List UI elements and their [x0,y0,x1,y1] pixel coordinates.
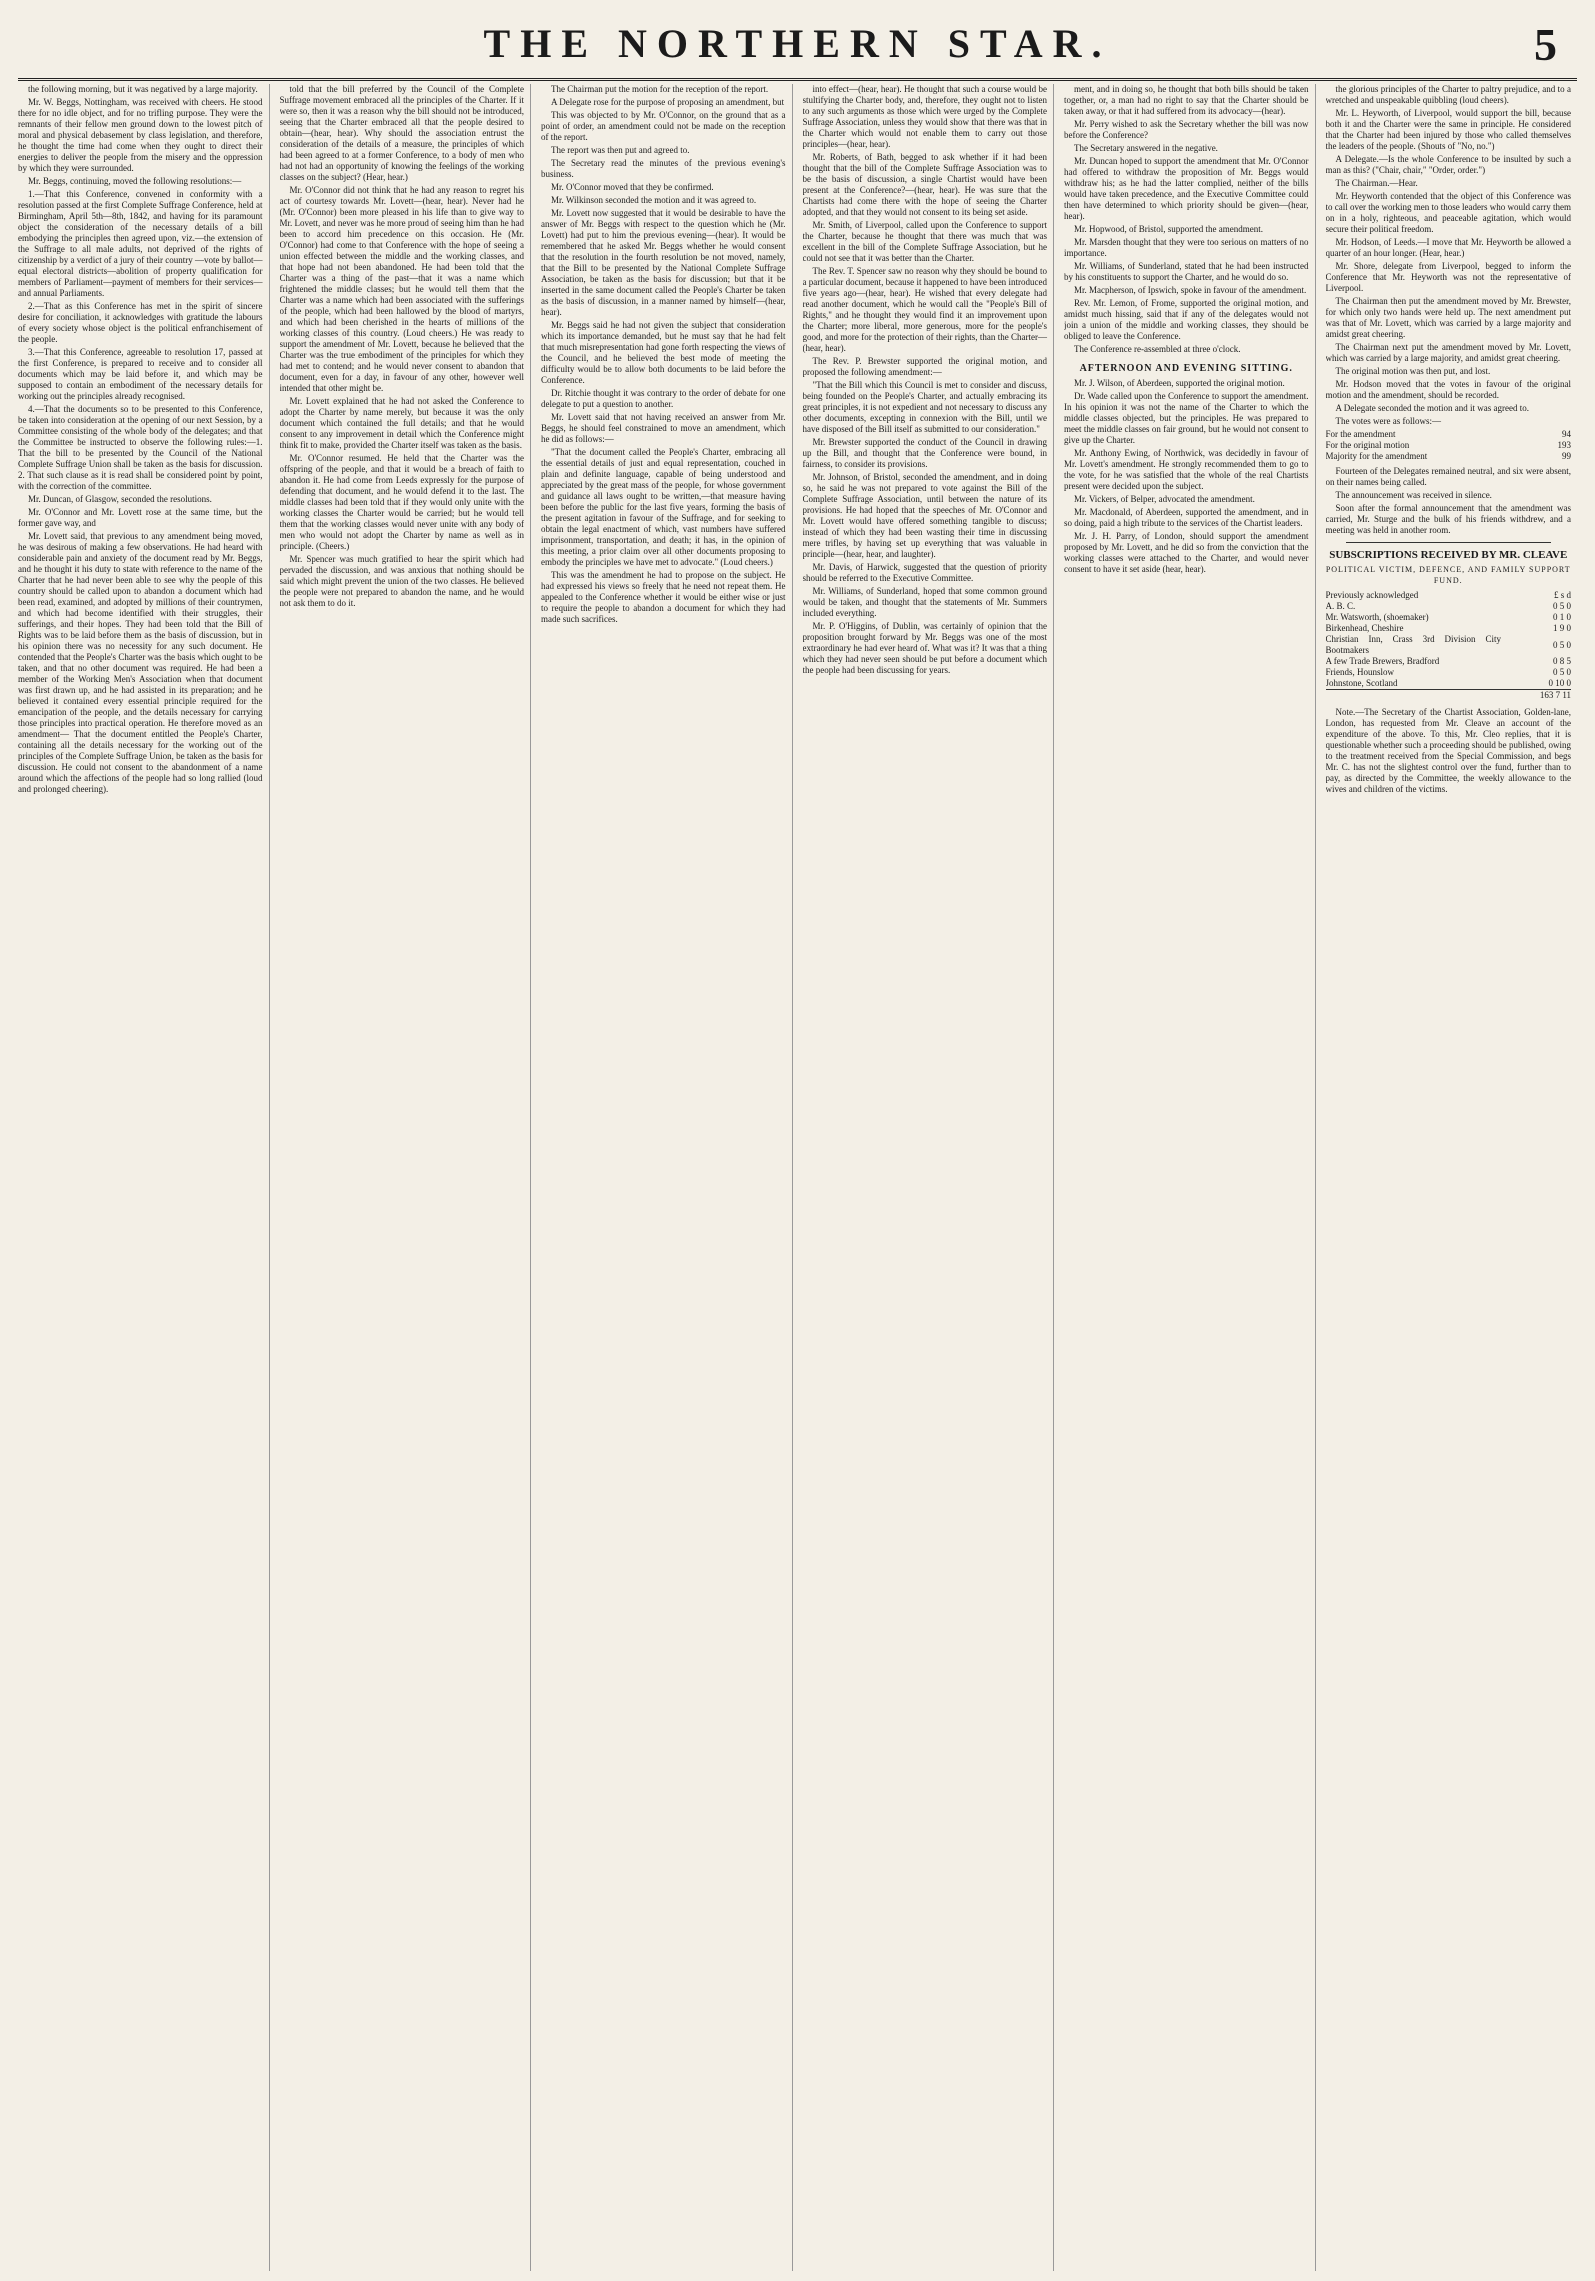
article-paragraph: Mr. Macpherson, of Ipswich, spoke in favour of the amendment. [1074,285,1307,295]
subscriber-name: Birkenhead, Cheshire [1325,623,1404,633]
article-paragraph: The Rev. T. Spencer saw no reason why they should be bound to a particular document, because it happened to have been introduced five years ago—(hear, hear). He wished that every delegate had read another document, which he would call the "People's Bill of Rights," and he thought they would find it an improvement upon the Charter; more liberal, more generous, more for the people's good, and more for the protection of their rights, than the Charter—(hear, hear). [802,266,1047,353]
article-paragraph: told that the bill preferred by the Council of the Complete Suffrage movement embraced all the principles of the Charter. If it were so, then it was a reason why the bill should not be introduced, seeing that the Charter embraced all that the people desired to obtain—(hear, hear). Why should the association entrust the consideration of the details of a measure, the principles of which had been agreed to at a former Conference, to a body of men who had not had an opportunity of knowing the feelings of the working classes on the subject? (Hear, hear.) [279,84,524,182]
vote-row [1326,429,1572,440]
column-6 [1326,84,1578,2271]
article-paragraph: Soon after the formal announcement that the amendment was carried, Mr. Sturge and the bulk of his friends withdrew, and a meeting was held in another room. [1325,503,1571,535]
article-paragraph: Mr. Davis, of Harwick, suggested that the question of priority should be referred to the Executive Committee. [802,562,1047,583]
subscriber-name: Johnstone, Scotland [1325,678,1398,688]
vote-count: 99 [1562,451,1571,461]
subscriptions-heading: SUBSCRIPTIONS RECEIVED BY MR. CLEAVE [1329,549,1568,561]
subscription-row [1326,667,1572,678]
article-paragraph: Mr. Beggs, continuing, moved the following resolutions:— [28,176,242,186]
subscriber-name: A few Trade Brewers, Bradford [1325,656,1440,666]
subscriptions-note: Note.—The Secretary of the Chartist Association, Golden-lane, London, has requested from Mr. Cleave an account of the expenditure of the above. To this, Mr. Cleo replies, that it is questionable whether such a proceeding should be published, owing to the treatment received from the Special Commission, and begs Mr. C. has not the slightest control over the fund, further than to pay, as directed by the Committee, the weekly allowance to the wives and children of the victims. [1325,707,1571,794]
article-paragraph: Mr. Williams, of Sunderland, stated that he had been instructed by his constituents to support the Charter, and he would do so. [1064,261,1309,282]
subscription-amount: 0 5 0 [1553,639,1571,650]
article-paragraph: Mr. Perry wished to ask the Secretary whether the bill was now before the Conference? [1064,119,1309,140]
column-grid [18,84,1577,2271]
article-paragraph: The announcement was received in silence. [1335,490,1492,500]
subscription-row [1326,678,1572,690]
article-paragraph: Mr. Marsden thought that they were too serious on matters of no importance. [1064,237,1309,258]
article-paragraph: "That the Bill which this Council is met to consider and discuss, being founded on the People's Charter, and actually embracing its great principles, it is not expedient and not necessary to discuss any other documents, excepting in connexion with the Bill, until we have disposed of the Bill itself as submitted to our consideration." [802,380,1047,434]
article-paragraph: 1.—That this Conference, convened in conformity with a resolution passed at the first Complete Suffrage Conference, held at Birmingham, April 5th—8th, 1842, and having for its paramount object the consideration of the necessary details of a bill embodying the principles then agreed upon, viz.—the extension of the Suffrage to all male adults, not deprived of the rights of citizenship by a verdict of a jury of their country —vote by ballot—equal electoral districts—abolition of property qualification for members of Parliament—payment of members for their services—and annual Parliaments. [18,189,263,298]
vote-count: 94 [1562,429,1571,439]
page-number: 5 [1534,19,1557,70]
subscription-amount: 0 10 0 [1548,678,1571,688]
newspaper-title: THE NORTHERN STAR. [483,21,1112,66]
article-paragraph: Mr. O'Connor resumed. He held that the Charter was the offspring of the people, and that it would be a breach of faith to abandon it. He had come from Leeds expressly for the purpose of defending that document, and he would defend it to the last. The middle classes had been told that if they would only unite with the working classes the Charter would be carried; but he would tell them that the working classes would never unite with any body of men who would not adopt the Charter by name as well as in principle. (Cheers.) [279,453,524,551]
article-paragraph: Dr. Ritchie thought it was contrary to the order of debate for one delegate to put a question to another. [541,388,786,409]
article-paragraph: Fourteen of the Delegates remained neutral, and six were absent, on their names being called. [1325,466,1571,487]
column-3 [541,84,793,2271]
subscription-row [1326,634,1572,656]
article-paragraph: Mr. Hodson, of Leeds.—I move that Mr. Heyworth be allowed a quarter of an hour longer. (Hear, hear.) [1325,237,1571,258]
article-paragraph: Mr. Hopwood, of Bristol, supported the amendment. [1074,224,1263,234]
article-paragraph: Mr. Smith, of Liverpool, called upon the Conference to support the Charter, because he thought that there was much that was excellent in the bill of the Complete Suffrage Association, but he could not see that it was better than the Charter. [802,220,1047,263]
article-paragraph: A Delegate.—Is the whole Conference to be insulted by such a man as this? ("Chair, chair," "Order, order.") [1325,154,1571,175]
article-paragraph: Mr. Lovett explained that he had not asked the Conference to adopt the Charter by name merely, but because it was the only document which contained the full details; and that he would consent to any improvement in detail which the Conference might think fit to make, provided the Charter itself was taken as the basis. [279,396,524,450]
subscriber-name: Mr. Watsworth, (shoemaker) [1325,612,1429,622]
article-paragraph: The Chairman put the motion for the reception of the report. [551,84,769,94]
subscription-row [1326,612,1572,623]
article-paragraph: Mr. Duncan, of Glasgow, seconded the resolutions. [28,494,212,504]
section-subheading: AFTERNOON AND EVENING SITTING. [1079,363,1293,374]
vote-label: For the amendment [1325,429,1396,439]
article-paragraph: The Chairman next put the amendment moved by Mr. Lovett, which was carried by a large majority, and amidst great cheering. [1325,342,1571,363]
article-paragraph: The votes were as follows:— [1335,416,1441,426]
article-paragraph: Mr. Lovett now suggested that it would be desirable to have the answer of Mr. Beggs with respect to the question which he (Mr. Lovett) had put to him the previous evening—(hear). It would be remembered that he asked Mr. Beggs whether he would consent that the resolution in the fourth resolution be not moved, namely, that the Bill to be presented by the National Complete Suffrage Association, be taken as the basis for discussion; but that it be inserted in the same document called the People's Charter be taken as the basis of discussion, in a manner named by himself—(hear, hear). [541,208,786,317]
article-paragraph: Mr. Roberts, of Bath, begged to ask whether if it had been thought that the bill of the Complete Suffrage Association was to be the basis of discussion, a single Chartist would have been present at the Conference?—(hear, hear). He was sure that the Chartists had come there with the hope of seeing the Charter adopted, and that they would not consent to its being set aside. [802,152,1047,217]
article-paragraph: Mr. Spencer was much gratified to hear the spirit which had pervaded the discussion, and was anxious that nothing should be said which might prevent the union of the two classes. He believed the people were not prepared to abandon the name, and he would not ask them to do it. [279,554,524,608]
article-paragraph: Mr. Lovett said that not having received an answer from Mr. Beggs, he should feel constrained to move an amendment, which he did as follows:— [541,412,786,444]
subscription-row [1326,590,1572,601]
article-paragraph: A Delegate rose for the purpose of proposing an amendment, but [551,97,785,107]
subscription-amount: 0 1 0 [1553,612,1571,622]
vote-label: Majority for the amendment [1325,451,1428,461]
article-paragraph: Dr. Wade called upon the Conference to support the amendment. In his opinion it was not the name of the Charter to which the middle classes objected, but the principles. He was prepared to meet the middle classes on fair ground, but he would not consent to give up the Charter. [1064,391,1309,445]
subscription-amount: £ s d [1553,590,1571,600]
vote-count: 193 [1557,440,1571,450]
article-paragraph: Mr. Wilkinson seconded the motion and it was agreed to. [551,195,757,205]
vote-label: For the original motion [1325,440,1410,450]
article-paragraph: The Chairman.—Hear. [1335,178,1418,188]
article-paragraph: the following morning, but it was negatived by a large majority. [28,84,258,94]
divider-rule [1346,542,1552,543]
article-paragraph: The Chairman then put the amendment moved by Mr. Brewster, for which only two hands were held up. The next amendment put was that of Mr. Lovett, which was carried by a large majority and amidst great cheering. [1325,296,1571,339]
article-paragraph: 4.—That the documents so to be presented to this Conference, be taken into consideration at the opening of our next Session, by a Committee consisting of the whole body of the delegates; and that the Committee be instructed to observe the following rules:—1. That the bill to be presented by the Council of the National Complete Suffrage Union shall be taken as the basis for discussion. 2. That such clause as it is read shall be considered point by point, with the correction of the committee. [18,404,263,491]
article-paragraph: Mr. Vickers, of Belper, advocated the amendment. [1074,494,1255,504]
subscription-amount: 1 9 0 [1553,623,1571,633]
article-paragraph: the glorious principles of the Charter to paltry prejudice, and to a wretched and unspeakable quibbling (loud cheers). [1325,84,1571,105]
article-paragraph: Mr. Brewster supported the conduct of the Council in drawing up the Bill, and thought that the Conference were bound, in fairness, to consider its provisions. [802,437,1047,469]
article-paragraph: Mr. O'Connor did not think that he had any reason to regret his act of courtesy towards Mr. Lovett—(hear, hear). Never had he (Mr. O'Connor) been more pleased in his life than to give way to Mr. Lovett, and never was he more proud of seeing him than he had been to accord him precedence on this occasion. He (Mr. O'Connor) had come to that Conference with the hope of seeing a union effected between the middle and the working classes, and that hope had not been abandoned. He had been told that the Charter was a thing of the past—that it was a name which frightened the middle classes; but he would tell them that the Charter was a name which had been associated with the sufferings of the people, which had been hallowed by the blood of martyrs, and which had been cherished in the hearts of millions of the working classes of this country. (Loud cheers.) He was ready to support the amendment of Mr. Lovett, because he believed that the Charter was the true embodiment of the principles for which they had met to contend; and he would never consent to abandon that document, even for a day, in favour of any other, however well intended that other might be. [279,185,524,393]
subscription-row [1326,656,1572,667]
subscription-row [1326,623,1572,634]
article-paragraph: Mr. L. Heyworth, of Liverpool, would support the bill, because both it and the Charter were the same in principle. He considered that the Charter had been injured by those who called themselves the leaders of the people. (Shouts of "No, no.") [1325,108,1571,151]
article-paragraph: Mr. J. Wilson, of Aberdeen, supported the original motion. [1074,378,1285,388]
subscription-row [1326,601,1572,612]
subscriber-name: Christian Inn, Crass 3rd Division City Bootmakers [1325,634,1501,655]
column-4 [803,84,1055,2271]
article-paragraph: Rev. Mr. Lemon, of Frome, supported the original motion, and amidst much hissing, said that if any of the delegates would not join a union of the middle and working classes, they should be obliged to leave the Conference. [1064,298,1309,341]
vote-row [1326,451,1572,462]
article-paragraph: The Rev. P. Brewster supported the original motion, and proposed the following amendment:— [802,356,1047,377]
article-paragraph: The original motion was then put, and lost. [1335,366,1491,376]
column-1 [18,84,270,2271]
article-paragraph: A Delegate seconded the motion and it was agreed to. [1335,403,1529,413]
vote-tally [1326,429,1572,462]
vote-row [1326,440,1572,451]
article-paragraph: 3.—That this Conference, agreeable to resolution 17, passed at the first Conference, is prepared to receive and to consider all documents which may be laid before it, and which may be supposed to contain an embodiment of the necessary details for working out the principles already recognised. [18,347,263,401]
article-paragraph: Mr. Hodson moved that the votes in favour of the original motion and the amendment, should be recorded. [1325,379,1571,400]
article-paragraph: The Conference re-assembled at three o'clock. [1074,344,1241,354]
subscription-amount: 0 5 0 [1553,601,1571,611]
article-paragraph: The Secretary answered in the negative. [1074,143,1218,153]
subscription-total-row [1326,690,1572,702]
article-paragraph: "That the document called the People's Charter, embracing all the essential details of just and equal representation, couched in plain and definite language, capable of being understood and appreciated by the great mass of the people, for whose government and guidance all laws ought to be written,—that measure having been before the public for the last five years, forming the basis of the present agitation in favour of the Suffrage, and for seeking to obtain the legal enactment of which, vast numbers have suffered imprisonment, transportation, and death; it has, in the opinion of this meeting, a prior claim over all other documents proposing to embody the principles we have met to advocate." (Loud cheers.) [541,447,786,567]
subscriptions-subheading: POLITICAL VICTIM, DEFENCE, AND FAMILY SUPPORT FUND. [1325,565,1571,585]
article-paragraph: Mr. Lovett said, that previous to any amendment being moved, he was desirous of making a few observations. He had heard with considerable pain and anxiety of the document read by Mr. Beggs, and he thought it his duty to state with reference to the name of the Charter that he had never been able to see why the people of this country should be called upon to abandon a document which had been read, examined, and adopted by millions of their countrymen, and which had become identified with their struggles, their sufferings, and their hopes. They had been told that the Bill of Rights was to be laid before them as the basis of discussion, but in his opinion there was no necessity for any such document. He contended that the People's Charter was the basis which ought to be taken, and that no other document was required. He had been a member of the Working Men's Association when that document was first drawn up, and he had assisted in its preparation; and he believed it contained every essential principle required for the emancipation of the people, and the details necessary for carrying those principles into practical operation. He therefore moved as an amendment— That the document entitled the People's Charter, containing all the details necessary for the working out of the principles of the Complete Suffrage Union, be taken as the basis for discussion. He could not consent to the abandonment of a name around which the affections of the people had so long rallied (loud and prolonged cheering). [18,531,263,794]
article-paragraph: Mr. Anthony Ewing, of Northwick, was decidedly in favour of Mr. Lovett's amendment. He strongly recommended them to go to the vote, for he was satisfied that the whole of the real Chartists present were decided upon the subject. [1064,448,1309,491]
subscriber-name: A. B. C. [1325,601,1356,611]
subscription-total: 163 7 11 [1501,690,1571,702]
article-paragraph: The report was then put and agreed to. [551,145,690,155]
subscriptions-table [1326,590,1572,701]
article-paragraph: This was the amendment he had to propose on the subject. He had expressed his views so freely that he need not repeat them. He appealed to the Conference whether it would be either wise or just to require the people to abandon a document for which they had made such sacrifices. [541,570,786,624]
article-paragraph: Mr. Duncan hoped to support the amendment that Mr. O'Connor had offered to withdraw the proposition of Mr. Beggs would withdraw his; as he had the latter complied, neither of the bills would have taken precedence, and the Executive Committee could then have determined to which priority should be given—(hear, hear). [1064,156,1309,221]
article-paragraph: ment, and in doing so, he thought that both bills should be taken together, or, a man had no right to say that the Charter should be taken away, or that it had suffered from its advocacy—(hear). [1064,84,1309,116]
article-paragraph: Mr. P. O'Higgins, of Dublin, was certainly of opinion that the proposition brought forward by Mr. Beggs was one of the most extraordinary he had ever heard of. What was it? It was that a thing which they had never seen should be put before a document which the people had been discussing for years. [802,621,1047,675]
column-5 [1064,84,1316,2271]
column-2 [280,84,532,2271]
masthead [18,0,1577,81]
article-paragraph: Mr. Williams, of Sunderland, hoped that some common ground would be taken, and thought that the statements of Mr. Summers included everything. [802,586,1047,618]
article-paragraph: Mr. W. Beggs, Nottingham, was received with cheers. He stood there for no idle object, and for no trifling purpose. They were the remnants of their fellow men ground down to the lowest pitch of moral and physical debasement by class legislation, and therefore, he thought the time had come when they ought to direct their energies to deliver the people from the misery and the oppression by which they were surrounded. [18,97,263,173]
article-paragraph: Mr. Beggs said he had not given the subject that consideration which its importance demanded, but he must say that he had felt that much misrepresentation had gone forth respecting the views of the Council, and he believed the best mode of meeting the difficulty would be to allow both documents to be laid before the Conference. [541,320,786,385]
article-paragraph: Mr. Heyworth contended that the object of this Conference was to call over the working men to those leaders who would carry them on in a holy, righteous, and peaceable agitation, which would secure their political freedom. [1325,191,1571,234]
subscription-amount: 0 5 0 [1553,667,1571,677]
article-paragraph: into effect—(hear, hear). He thought that such a course would be stultifying the Charter body, and, therefore, they ought not to listen to any such arguments as those which were urged by the Complete Suffrage Association, unless they would show that there was that in the Charter which would not enable them to carry out those principles—(hear, hear). [802,84,1047,149]
article-paragraph: 2.—That as this Conference has met in the spirit of sincere desire for conciliation, it acknowledges with gratitude the labours of every society whose object is the political enfranchisement of the people. [18,301,263,344]
total-spacer [1326,690,1502,702]
subscription-amount: 0 8 5 [1553,656,1571,666]
article-paragraph: Mr. Shore, delegate from Liverpool, begged to inform the Conference that Mr. Heyworth was not the representative of Liverpool. [1325,261,1571,293]
article-paragraph: Mr. Macdonald, of Aberdeen, supported the amendment, and in so doing, paid a high tribute to the services of the Chartist leaders. [1064,507,1309,528]
subscriber-name: Previously acknowledged [1325,590,1419,600]
article-paragraph: The Secretary read the minutes of the previous evening's business. [541,158,786,179]
article-paragraph: Mr. J. H. Parry, of London, should support the amendment proposed by Mr. Lovett, and he did so from the conviction that the working classes were attached to the Charter, and would never consent to have it set aside (hear, hear). [1064,531,1309,574]
article-paragraph: Mr. Johnson, of Bristol, seconded the amendment, and in doing so, he said he was not prepared to vote against the Bill of the Complete Suffrage Association, until between the nature of its provisions. He had hoped that the speeches of Mr. O'Connor and Mr. Lovett would have offered something tangible to discuss; instead of which they had been wasting their time in discussing mere trifles, by having set up everything that was valuable in principle—(hear, hear, and laughter). [802,472,1047,559]
article-paragraph: This was objected to by Mr. O'Connor, on the ground that as a point of order, an amendment could not be made on the reception of the report. [541,110,786,142]
subscriber-name: Friends, Hounslow [1325,667,1395,677]
article-paragraph: Mr. O'Connor and Mr. Lovett rose at the same time, but the former gave way, and [18,507,263,528]
article-paragraph: Mr. O'Connor moved that they be confirmed. [551,182,714,192]
